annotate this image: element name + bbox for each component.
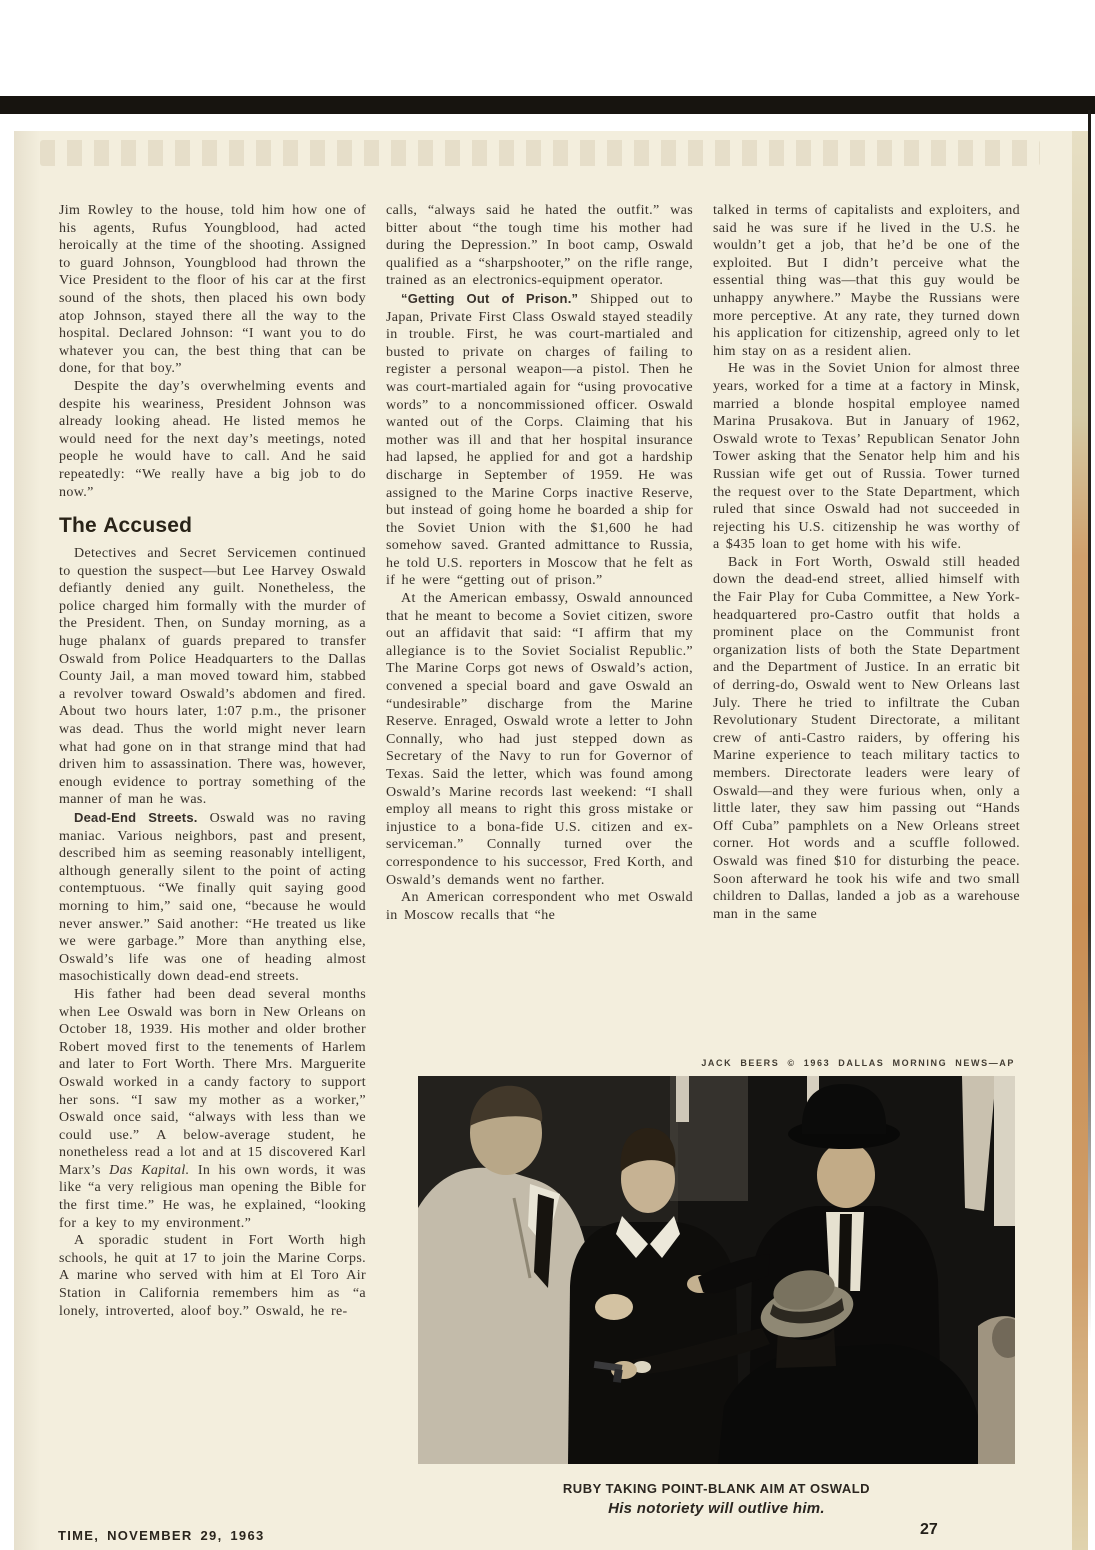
paragraph-bold-lead: Dead-End Streets. — [74, 810, 198, 825]
footer-magazine-date: TIME, NOVEMBER 29, 1963 — [58, 1528, 265, 1543]
photo-credit: JACK BEERS © 1963 DALLAS MORNING NEWS—AP — [701, 1058, 1015, 1068]
text-run: In his own words, it was like “a very religious man opening the Bible for the first time.” He was, he explained, “looking for a key to my environment.” — [59, 1162, 366, 1231]
page-number: 27 — [920, 1521, 938, 1538]
print-showthrough-band — [40, 140, 1040, 166]
text-run: Back in Fort Worth, Oswald still headed down the dead-end street, allied himself with the Fair Play for Cuba Committee, a New York-headquartered pro-Castro outfit that holds a prominent place on the Communist front organization lists of both the State Department and the Department of Justice. In an erratic bit of derring-do, Oswald went to New Orleans last July. There he tried to infiltrate the Cuban Revolutionary Student Directorate, a militant crew of anti-Castro raiders, by offering his Marine experience to teach military tactics to members. Directorate leaders were leary of Oswald—and they were furious when, only a little later, they saw him passing out “Hands Off Cuba” pamphlets on a New Orleans street corner. Hot words and a scuffle followed. Oswald was fined $10 for disturbing the peace. Soon afterward he took his wife and two small children to Dallas, landed a job as a warehouse man in the same — [713, 554, 1020, 922]
body-paragraph — [59, 1232, 366, 1320]
body-paragraph — [713, 554, 1020, 923]
text-run: calls, “always said he hated the outfit.” was bitter about “the tough time his mother had during the Depression.” In boot camp, Oswald qualified as a “sharpshooter,” on the rifle range, trained as an electronics-equipment operator. — [386, 203, 693, 289]
text-run: Detectives and Secret Servicemen continued to question the suspect—but Lee Harvey Oswald defiantly denied any guilt. Nonetheless, the police charged him formally with the murder of the President. Then, on Sunday morning, as a huge phalanx of guards prepared to transfer Oswald from Police Headquarters to the Dallas County Jail, a man moved toward him, stabbed a revolver toward Oswald’s abdomen and fired. About two hours later, 1:07 p.m., the prisoner was dead. Thus the world might never learn what had gone on in that strange mind that had driven him to assassination. There was, however, enough evidence to portray something of the manner of man he was. — [59, 546, 366, 808]
text-run: An American correspondent who met Oswald in Moscow recalls that “he — [386, 890, 693, 923]
news-photo-ruby-shooting-oswald — [418, 1076, 1015, 1464]
top-rule-bar — [0, 96, 1095, 114]
text-run: A sporadic student in Fort Worth high schools, he quit at 17 to join the Marine Corps. A marine who served with him at El Toro Air Station in California remembers him as “a lonely, introverted, aloof boy.” Oswald, he re- — [59, 1233, 366, 1319]
paragraph-bold-lead: “Getting Out of Prison.” — [401, 290, 579, 306]
news-photo-illustration — [418, 1076, 1015, 1464]
body-paragraph — [713, 202, 1020, 360]
body-paragraph — [59, 545, 366, 809]
page-edge-line — [1088, 110, 1091, 1340]
section-heading: The Accused — [59, 514, 193, 538]
body-paragraph — [386, 590, 693, 889]
text-run: Despite the day’s overwhelming events and despite his weariness, President Johnson was already looking ahead. He listed memos he would need for the next day’s meetings, noted people he would have to call. And he said repeatedly: “We really have a big job to do now.” — [59, 378, 366, 500]
text-run: Jim Rowley to the house, told him how one of his agents, Rufus Youngblood, had acted heroically at the time of the shooting. Assigned to guard Johnson, Youngblood had thrown the Vice President to the floor of his car at the first sound of the shots, then placed his own body atop Johnson, stayed there all the way to the hospital. Declared Johnson: “I want you to do whatever you can, the best thing that can be done, for that boy.” — [59, 203, 366, 377]
text-run: talked in terms of capitalists and exploiters, and said he was sure if he lived in the U.S. he wouldn’t get a job, that he’d be one of the exploited. But I didn’t perceive what the essential thing was—that this guy would be unhappy anywhere.” Maybe the Russians were more perceptive. At any rate, they turned down his application for citizenship, agreed only to let him stay on as a resident alien. — [713, 203, 1020, 359]
body-paragraph — [386, 290, 693, 590]
italic-text-run: Das Kapital. — [109, 1162, 190, 1178]
body-paragraph — [59, 202, 366, 378]
text-column-3 — [713, 202, 1020, 923]
text-column-1 — [59, 202, 366, 1320]
photo-subcaption: His notoriety will outlive him. — [608, 1500, 825, 1517]
text-run: He was in the Soviet Union for almost three years, worked for a time at a factory in Minsk, married a blonde hospital employee named Marina Prusakova. But in January of 1962, Oswald wrote to Texas’ Republican Senator John Tower asking that the Senator help him and his Russian wife get out of Russia. Tower turned the request over to the State Department, which ruled that since Oswald had not succeeded in rejecting his U.S. citizenship he was worthy of a $435 loan to get home with his wife. — [713, 361, 1020, 553]
body-paragraph — [59, 986, 366, 1232]
photo-caption: RUBY TAKING POINT-BLANK AIM AT OSWALD — [562, 1481, 871, 1496]
text-run: At the American embassy, Oswald announced that he meant to become a Soviet citizen, swore out an affidavit that said: “I affirm that my allegiance is to the Soviet Socialist Republic.” The Marine Corps got news of Oswald’s action, convened a special board and gave Oswald an “undesirable” discharge from the Marine Reserve. Enraged, Oswald wrote a letter to John Connally, who had just stepped down as Secretary of the Navy to run for Governor of Texas. Said the letter, which was found among Oswald’s Marine records last weekend: “I shall employ all means to right this gross mistake or injustice to a bona-fide U.S. citizen and ex-serviceman.” Connally turned over the correspondence to his successor, Fred Korth, and Oswald’s demands went no farther. — [386, 591, 693, 888]
body-paragraph — [386, 889, 693, 924]
text-run: Oswald was no raving maniac. Various neighbors, past and present, described him as seeming reasonably intelligent, although generally silent to the point of acting contemptuous. “We finally quit saying good morning to him,” said one, “because he would never answer.” Said another: “He treated us like we were garbage.” More than anything else, Oswald’s life was one of heading almost masochistically down dead-end streets. — [59, 811, 367, 985]
text-run: Shipped out to Japan, Private First Class Oswald stayed steadily in trouble. First, he was court-martialed and busted to private on charges of failing to register a personal weapon—a pistol. Then he was court-martialed again for “using provocative words” to a noncommissioned officer. Oswald wanted out of the Corps. Claiming that his mother was ill and that her hospital insurance had lapsed, he applied for and got a hardship discharge in September of 1959. He was assigned to the Marine Corps inactive Reserve, but instead of going home he boarded a ship for the Soviet Union with the $1,600 he had somehow saved. Granted admittance to Russia, he told U.S. reporters in Moscow that he felt as if he were “getting out of prison.” — [386, 291, 693, 589]
body-paragraph — [713, 360, 1020, 554]
body-paragraph — [386, 202, 693, 290]
text-run: His father had been dead several months when Lee Oswald was born in New Orleans on October 18, 1939. His mother and older brother Robert moved first to the tenements of Harlem and later to Fort Worth. There Mrs. Marguerite Oswald worked in a candy factory to support her sons. “I saw my mother as a worker,” Oswald once said, “always with less than we could use.” A below-average student, he nonetheless read a lot and at 15 discovered Karl Marx’s — [59, 986, 366, 1178]
body-paragraph — [59, 378, 366, 501]
text-column-2 — [386, 202, 693, 924]
bystander-figure — [978, 1316, 1015, 1464]
body-paragraph — [59, 809, 366, 986]
page-edge-strip — [1072, 131, 1088, 1550]
